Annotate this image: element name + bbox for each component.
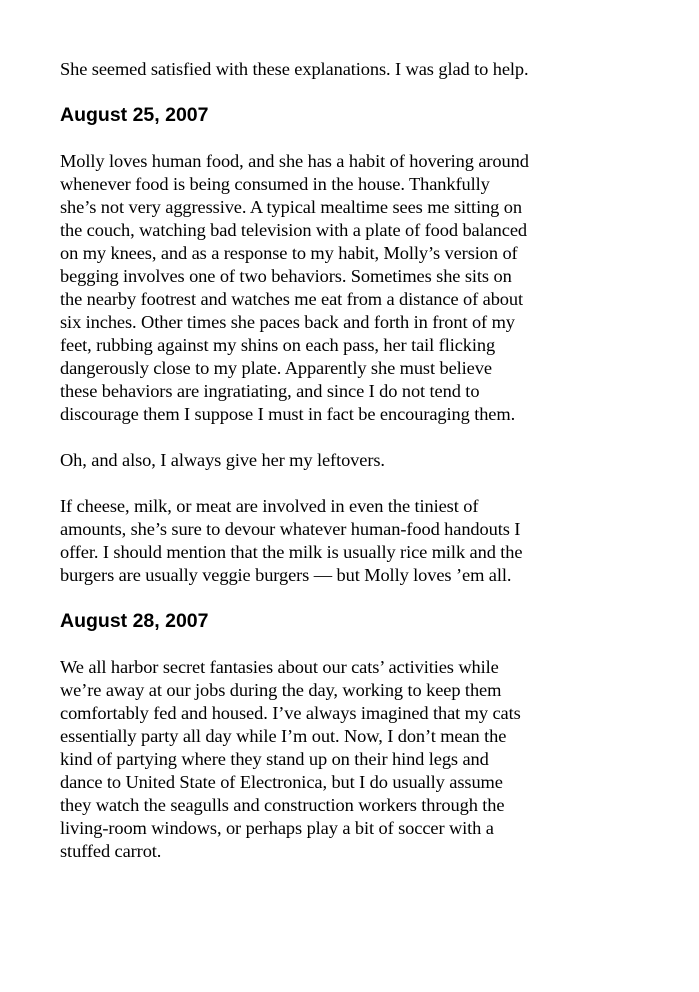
entry-paragraph: If cheese, milk, or meat are involved in even the tiniest of amounts, she’s sure to devour whatever human-food handouts I offer. I should mention that the milk is usually rice milk and the burgers are usually veggie burgers — but Molly loves ’em all. [60,496,523,585]
document-page [60,58,620,886]
entry-paragraph: Oh, and also, I always give her my leftovers. [60,450,385,470]
entry-date-heading: August 25, 2007 [60,104,209,126]
entry-paragraph: We all harbor secret fantasies about our cats’ activities while we’re away at our jobs during the day, working to keep them comfortably fed and housed. I’ve always imagined that my cats essentially party all day while I’m out. Now, I don’t mean the kind of partying where they stand up on their hind legs and dance to United State of Electronica, but I do usually assume they watch the seagulls and construction workers through the living-room windows, or perhaps play a bit of soccer with a stuffed carrot. [60,657,521,861]
entry-paragraph: Molly loves human food, and she has a habit of hovering around whenever food is being consumed in the house. Thankfully she’s not very aggressive. A typical mealtime sees me sitting on the couch, watching bad television with a plate of food balanced on my knees, and as a response to my habit, Molly’s version of begging involves one of two behaviors. Sometimes she sits on the nearby footrest and watches me eat from a distance of about six inches. Other times she paces back and forth in front of my feet, rubbing against my shins on each pass, her tail flicking dangerously close to my plate. Apparently she must believe these behaviors are ingratiating, and since I do not tend to discourage them I suppose I must in fact be encouraging them. [60,151,529,424]
journal-entry [60,104,620,587]
entry-date-heading: August 28, 2007 [60,610,209,632]
opening-paragraph: She seemed satisfied with these explanations. I was glad to help. [60,59,529,79]
journal-entry [60,610,620,863]
